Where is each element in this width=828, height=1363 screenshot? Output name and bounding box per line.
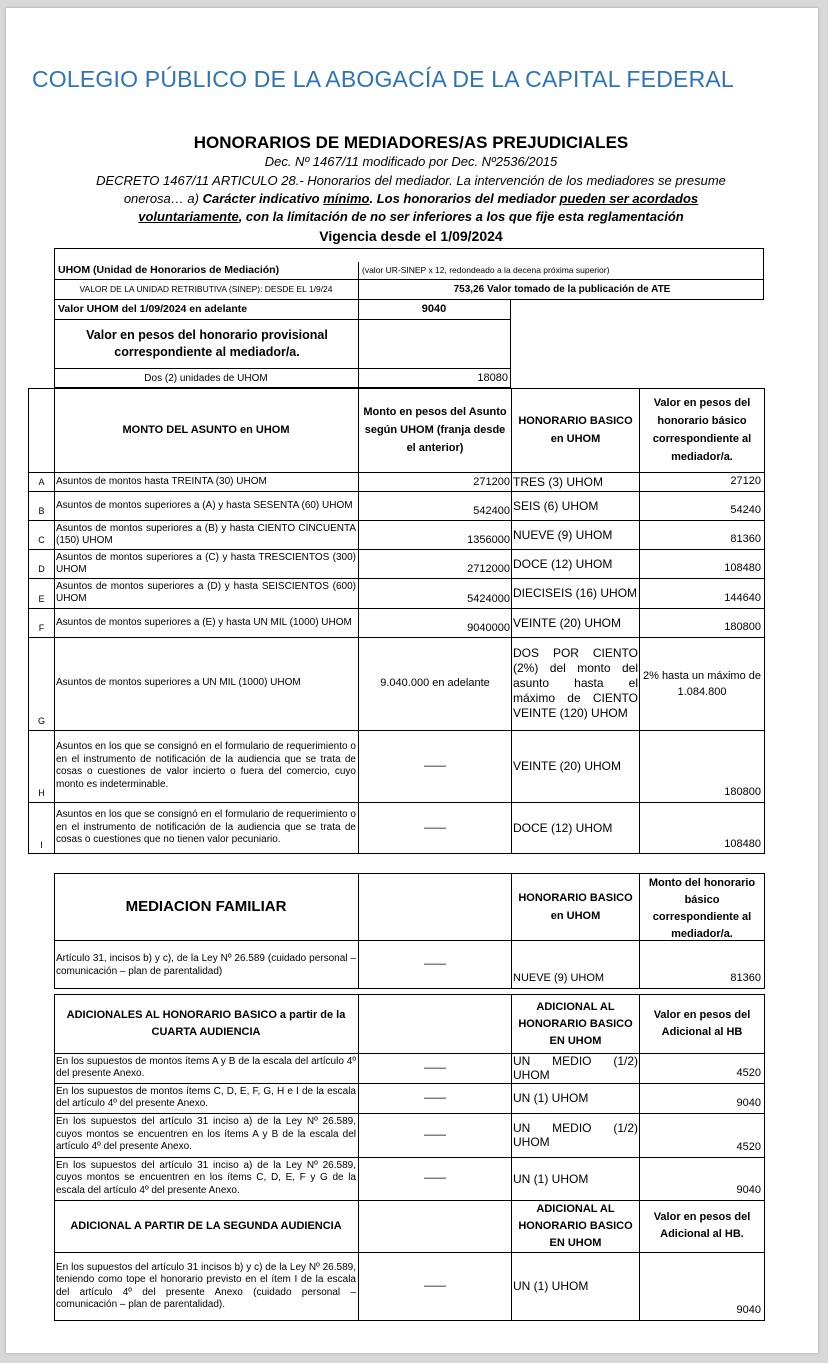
row-amount: 2712000 bbox=[467, 563, 510, 575]
row-description: Asuntos de montos superiores a (E) y hasta UN MIL (1000) UHOM bbox=[56, 616, 352, 628]
familiar-header-monto: Monto del honorario básico correspondiente al mediador/a. bbox=[648, 877, 756, 939]
adicional-dash: —— bbox=[424, 1172, 446, 1184]
sinep-value: 753,26 Valor tomado de la publicación de ATE bbox=[453, 284, 671, 295]
adicional-uhom: UN MEDIO (1/2) UHOM bbox=[513, 1054, 638, 1082]
row-value: 27120 bbox=[730, 475, 761, 487]
row-letter: A bbox=[38, 477, 45, 487]
row-uhom: VEINTE (20) UHOM bbox=[513, 615, 622, 630]
adicionales-header-valor: Valor en pesos del Adicional al HB bbox=[653, 1009, 751, 1038]
familiar-title: MEDIACION FAMILIAR bbox=[125, 898, 287, 915]
article-l2-c: mínimo bbox=[323, 191, 370, 206]
row-description: Asuntos de montos superiores a (B) y hasta CIENTO CINCUENTA (150) UHOM bbox=[56, 522, 356, 546]
adicional-value: 9040 bbox=[736, 1097, 761, 1109]
article-l2-b: Carácter indicativo bbox=[202, 191, 324, 206]
row-amount: 1356000 bbox=[467, 534, 510, 546]
sinep-label: VALOR DE LA UNIDAD RETRIBUTIVA (SINEP): DESDE EL 1/9/24 bbox=[79, 284, 333, 294]
adicional-dash: —— bbox=[424, 1091, 446, 1104]
vigencia-date: Vigencia desde el 1/09/2024 bbox=[319, 228, 503, 244]
valor-uhom-value: 9040 bbox=[421, 303, 447, 315]
row-letter: G bbox=[37, 716, 45, 726]
row-uhom: TRES (3) UHOM bbox=[513, 474, 603, 489]
row-amount: —— bbox=[424, 759, 446, 772]
segunda-header-adicional: ADICIONAL AL HONORARIO BASICO EN UHOM bbox=[518, 1202, 633, 1249]
organization-title: COLEGIO PÚBLICO DE LA ABOGACÍA DE LA CAPITAL FEDERAL bbox=[32, 66, 734, 92]
adicional-uhom: UN (1) UHOM bbox=[513, 1171, 589, 1186]
segunda-dash: —— bbox=[424, 1280, 446, 1292]
row-amount: 271200 bbox=[473, 476, 510, 488]
adicional-description: En los supuestos de montos ítems A y B de la escala del artículo 4º del presente Anexo. bbox=[56, 1055, 356, 1079]
article-text bbox=[26, 172, 796, 226]
row-letter: B bbox=[38, 506, 45, 516]
adicional-dash: —— bbox=[424, 1061, 446, 1074]
row-value: 108480 bbox=[724, 838, 761, 850]
adicional-value: 4520 bbox=[736, 1141, 761, 1153]
article-line-1: DECRETO 1467/11 ARTICULO 28.- Honorarios del mediador. La intervención de los mediadores se presume bbox=[96, 173, 726, 188]
row-uhom: DOS POR CIENTO (2%) del monto del asunto hasta el máximo de CIENTO VEINTE (120) UHOM bbox=[513, 646, 638, 720]
row-value: 54240 bbox=[730, 504, 761, 516]
row-value: 108480 bbox=[724, 562, 761, 574]
row-amount: 5424000 bbox=[467, 593, 510, 605]
article-l2-a: onerosa… a) bbox=[123, 191, 203, 206]
row-amount: 542400 bbox=[473, 505, 510, 517]
row-description: Asuntos en los que se consignó en el formulario de requerimiento o en el instrumento de notificación de la audiencia que se trata de cosas o cuestiones de valor incierto o fuera del comercio, cuyo monto es indeterminable. bbox=[56, 741, 356, 790]
adicional-value: 9040 bbox=[736, 1184, 761, 1196]
adicional-uhom: UN (1) UHOM bbox=[513, 1091, 589, 1105]
row-amount: —— bbox=[424, 821, 446, 834]
adicional-description: En los supuestos del artículo 31 inciso a) de la Ley Nº 26.589, cuyos montos se encuentren en los ítems C, D, E, F y G de la escala del artículo 4º del presente Anexo. bbox=[56, 1159, 356, 1196]
row-description: Asuntos de montos superiores a (A) y hasta SESENTA (60) UHOM bbox=[56, 499, 353, 511]
adicional-description: En los supuestos de montos ítems C, D, E, F, G, H e I de la escala del artículo 4º del presente Anexo. bbox=[56, 1085, 356, 1109]
row-description: Asuntos de montos superiores a (D) y hasta SEISCIENTOS (600) UHOM bbox=[56, 581, 356, 604]
uhom-label: UHOM (Unidad de Honorarios de Mediación) bbox=[58, 264, 280, 276]
segunda-desc: En los supuestos del artículo 31 incisos b) y c) de la Ley Nº 26.589, teniendo como tope el honorario previsto en el ítem I de la escala del artículo 4º del presente Anexo (cuidado personal – comunicación – plan de parentalidad). bbox=[56, 1261, 356, 1310]
article-l2-e: pueden ser acordados bbox=[559, 191, 699, 206]
segunda-header-valor: Valor en pesos del Adicional al HB. bbox=[653, 1211, 751, 1240]
row-value: 180800 bbox=[724, 621, 761, 633]
row-uhom: DIECISEIS (16) UHOM bbox=[513, 586, 638, 600]
row-uhom: NUEVE (9) UHOM bbox=[513, 527, 613, 542]
row-uhom: DOCE (12) UHOM bbox=[513, 556, 613, 571]
article-line-2 bbox=[26, 190, 796, 208]
row-letter: I bbox=[40, 840, 43, 850]
row-letter: E bbox=[38, 594, 45, 604]
provisional-value: 18080 bbox=[477, 371, 508, 384]
adicional-description: En los supuestos del artículo 31 inciso a) de la Ley Nº 26.589, cuyos montos se encuentren en los ítems A y B de la escala del artículo 4º del presente Anexo. bbox=[56, 1116, 356, 1153]
adicional-value: 4520 bbox=[736, 1067, 761, 1079]
article-l3-b: , con la limitación de no ser inferiores a los que fije esta reglamentación bbox=[238, 209, 684, 224]
row-description: Asuntos en los que se consignó en el formulario de requerimiento o en el instrumento de notificación de la audiencia que se trata de cosas o cuestiones que no tienen valor pecuniario. bbox=[56, 809, 356, 846]
document-title: HONORARIOS DE MEDIADORES/AS PREJUDICIALES bbox=[193, 133, 629, 152]
adicional-uhom: UN MEDIO (1/2) UHOM bbox=[513, 1121, 638, 1149]
row-value: 2% hasta un máximo de 1.084.800 bbox=[642, 669, 761, 698]
header-pesos: Monto en pesos del Asunto según UHOM (franja desde el anterior) bbox=[363, 406, 507, 454]
header-monto: MONTO DEL ASUNTO en UHOM bbox=[122, 423, 290, 436]
decree-reference: Dec. Nº 1467/11 modificado por Dec. Nº2536/2015 bbox=[264, 154, 558, 169]
row-amount: 9.040.000 en adelante bbox=[380, 677, 490, 689]
row-amount: 9040000 bbox=[467, 622, 510, 634]
row-letter: H bbox=[38, 788, 45, 798]
row-description: Asuntos de montos hasta TREINTA (30) UHOM bbox=[56, 475, 267, 487]
document-page bbox=[6, 8, 818, 1353]
familiar-header-basico: HONORARIO BASICO en UHOM bbox=[518, 892, 633, 922]
segunda-title: ADICIONAL A PARTIR DE LA SEGUNDA AUDIENCIA bbox=[70, 1219, 342, 1232]
segunda-value: 9040 bbox=[736, 1304, 761, 1316]
adicionales-header-adicional: ADICIONAL AL HONORARIO BASICO EN UHOM bbox=[518, 1000, 633, 1047]
row-value: 81360 bbox=[730, 533, 761, 545]
segunda-uhom: UN (1) UHOM bbox=[513, 1279, 589, 1293]
familiar-dash: —— bbox=[424, 958, 446, 970]
provisional-title: Valor en pesos del honorario provisional correspondiente al mediador/a. bbox=[86, 328, 328, 359]
row-letter: C bbox=[38, 535, 45, 545]
adicionales-title: ADICIONALES AL HONORARIO BASICO a partir de la CUARTA AUDIENCIA bbox=[66, 1009, 346, 1038]
header-basico: HONORARIO BASICO en UHOM bbox=[518, 415, 633, 445]
row-uhom: DOCE (12) UHOM bbox=[513, 821, 613, 835]
header-valor: Valor en pesos del honorario básico correspondiente al mediador/a. bbox=[652, 397, 752, 463]
uhom-note: (valor UR-SINEP x 12, redondeado a la decena próxima superior) bbox=[362, 265, 610, 275]
row-description: Asuntos de montos superiores a UN MIL (1000) UHOM bbox=[56, 677, 301, 689]
familiar-desc: Artículo 31, incisos b) y c), de la Ley Nº 26.589 (cuidado personal – comunicación – plan de parentalidad) bbox=[56, 952, 356, 977]
adicional-dash: —— bbox=[424, 1128, 446, 1141]
row-value: 180800 bbox=[724, 786, 761, 798]
row-value: 144640 bbox=[724, 592, 761, 604]
row-description: Asuntos de montos superiores a (C) y hasta TRESCIENTOS (300) UHOM bbox=[56, 551, 356, 575]
article-line-3 bbox=[26, 208, 796, 226]
row-letter: D bbox=[38, 564, 45, 574]
valor-uhom-label: Valor UHOM del 1/09/2024 en adelante bbox=[58, 303, 248, 315]
article-l2-d: . Los honorarios del mediador bbox=[369, 191, 560, 206]
row-letter: F bbox=[38, 623, 45, 633]
provisional-label: Dos (2) unidades de UHOM bbox=[144, 372, 268, 384]
familiar-uhom: NUEVE (9) UHOM bbox=[513, 972, 605, 984]
row-uhom: VEINTE (20) UHOM bbox=[513, 759, 622, 773]
familiar-value: 81360 bbox=[730, 972, 761, 984]
row-uhom: SEIS (6) UHOM bbox=[513, 498, 599, 513]
article-l3-a: voluntariamente bbox=[138, 209, 239, 224]
